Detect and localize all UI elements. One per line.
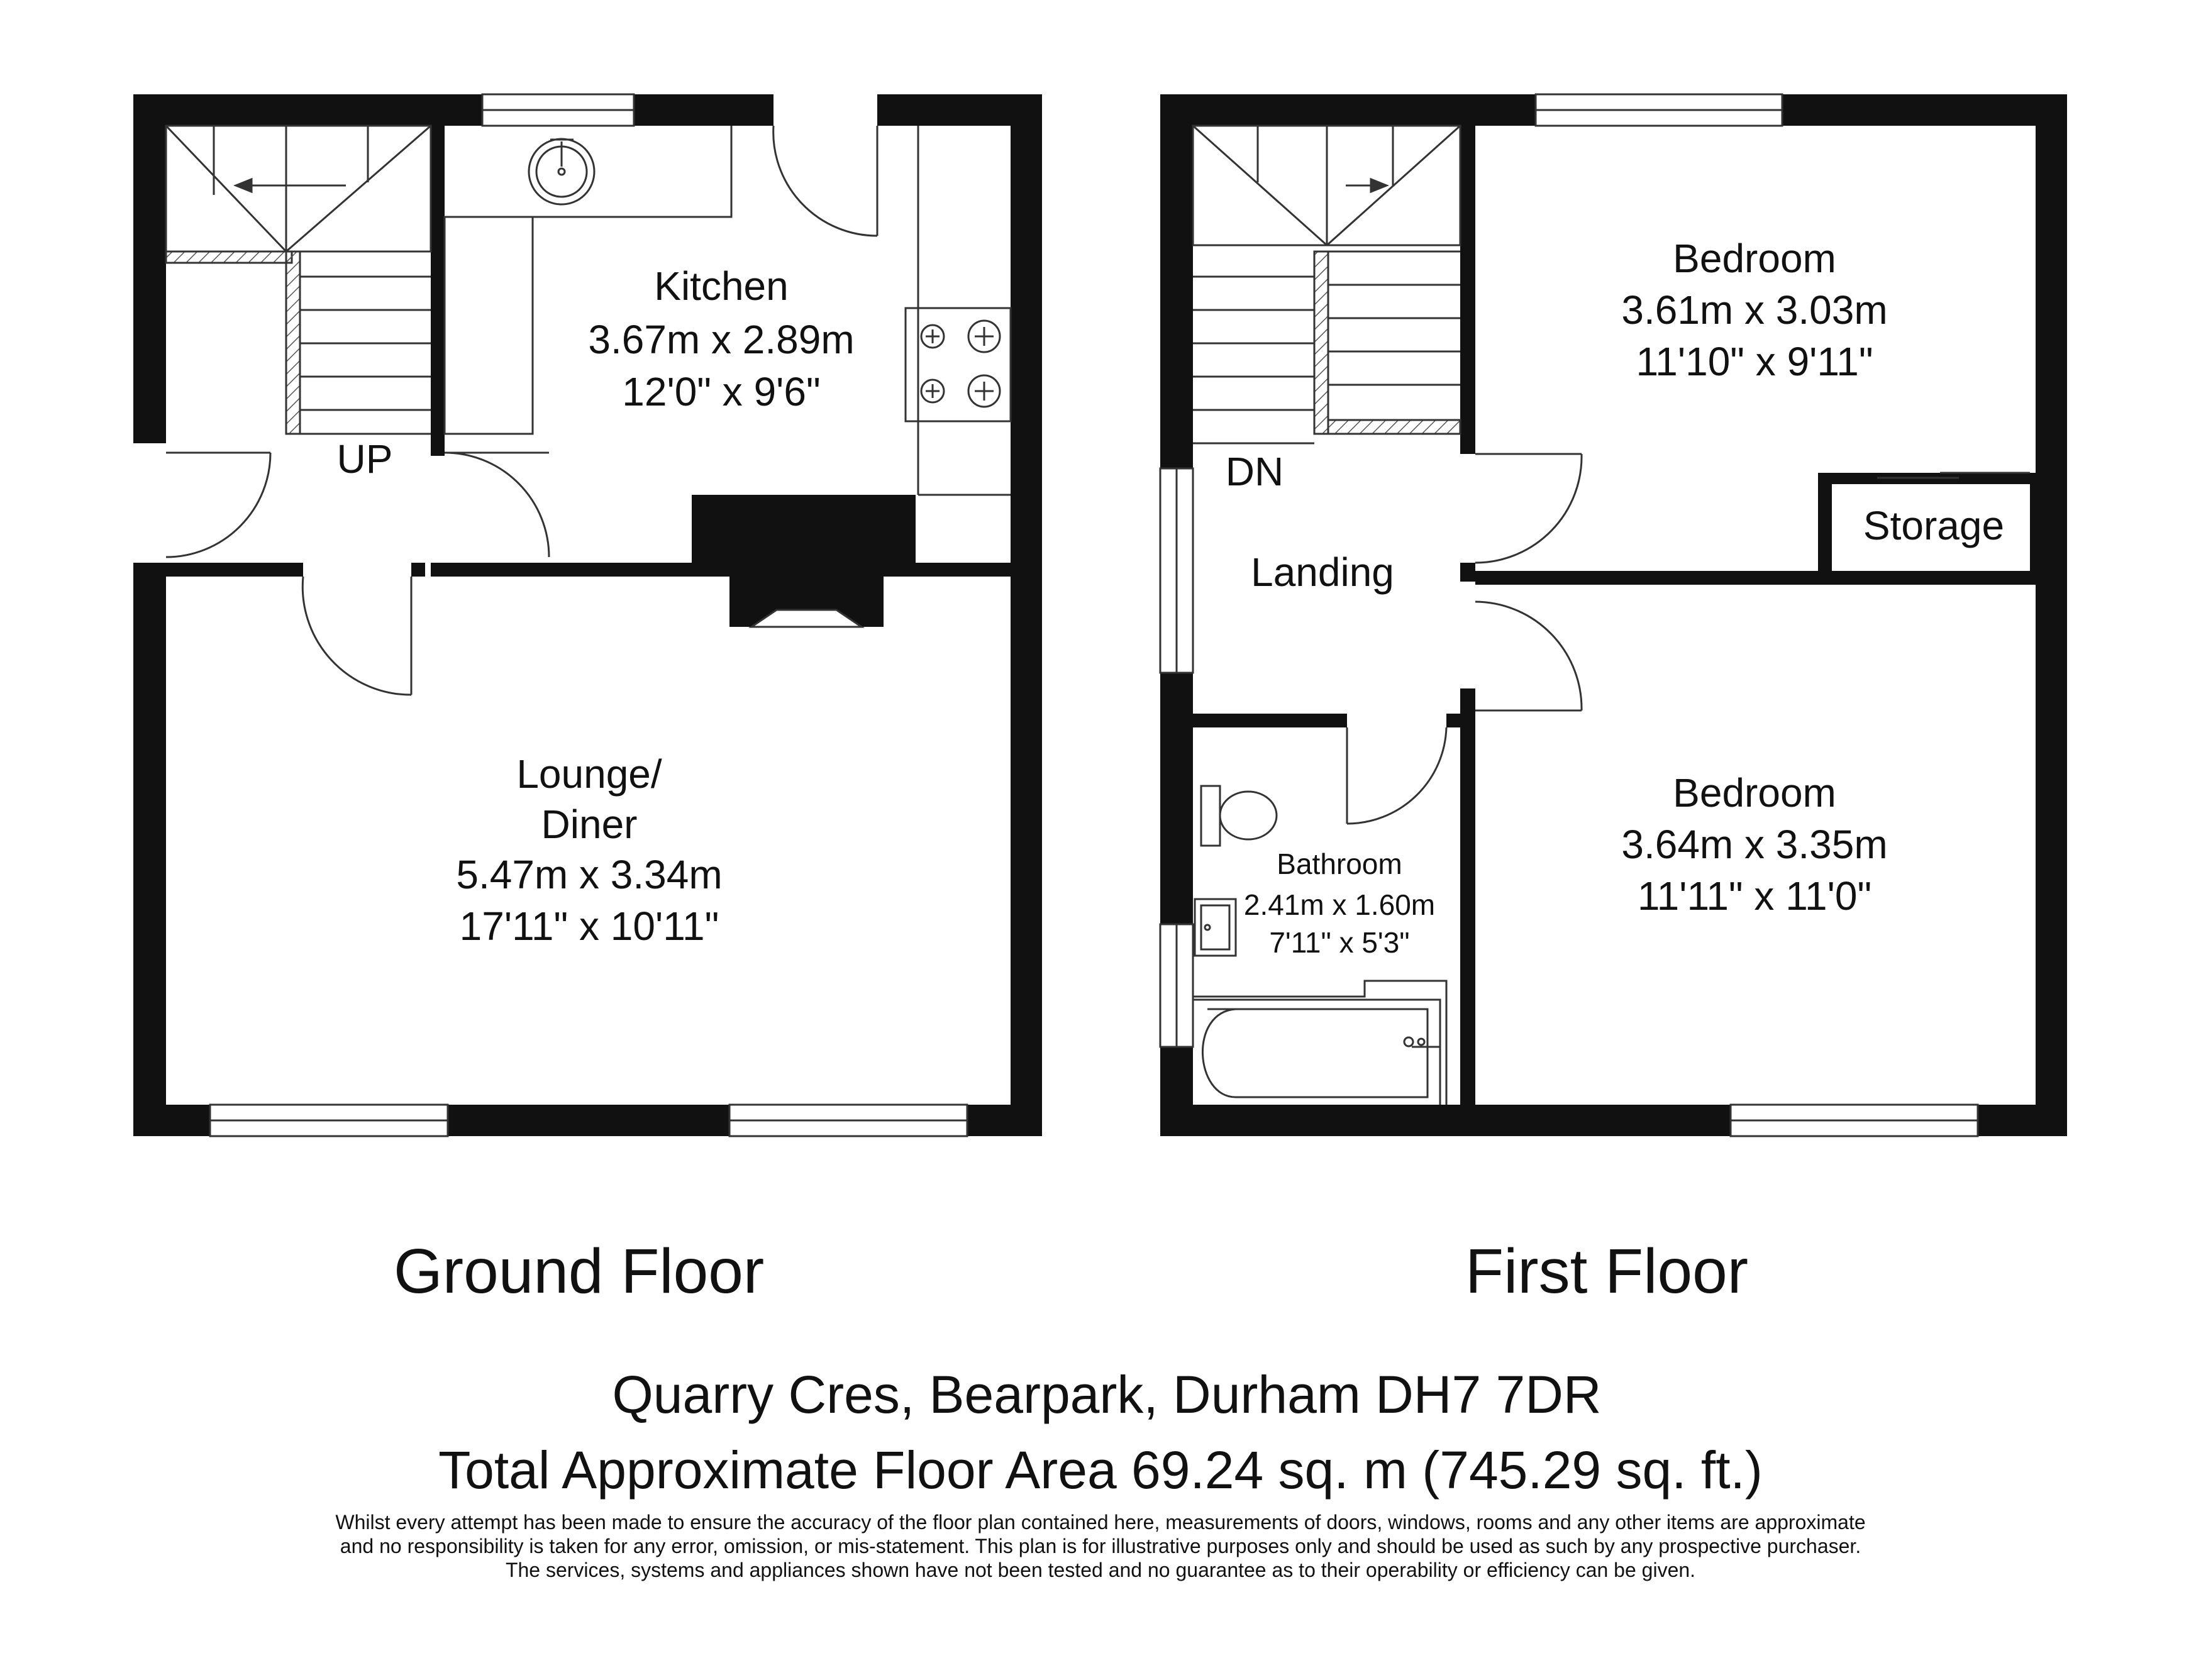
kitchen-sink-icon: [529, 139, 594, 204]
ground-floor-plan: [133, 94, 1042, 1136]
lounge-name-line2: Diner: [541, 802, 638, 847]
landing-name: Landing: [1251, 550, 1394, 595]
kitchen-name: Kitchen: [654, 263, 789, 309]
bathroom-imperial: 7'11" x 5'3": [1269, 926, 1410, 959]
bedroom2-name: Bedroom: [1673, 770, 1836, 815]
first-floor-title: First Floor: [1465, 1236, 1748, 1307]
bathroom-metric: 2.41m x 1.60m: [1243, 888, 1436, 921]
kitchen-imperial: 12'0" x 9'6": [622, 369, 821, 414]
bedroom2-metric: 3.64m x 3.35m: [1621, 822, 1888, 867]
kitchen-metric: 3.67m x 2.89m: [588, 317, 855, 362]
bedroom1-imperial: 11'10" x 9'11": [1636, 339, 1873, 384]
toilet-icon: [1201, 786, 1277, 846]
first-outer-walls: [1160, 94, 2067, 1136]
lounge-metric: 5.47m x 3.34m: [456, 852, 723, 897]
disclaimer-line-3: The services, systems and appliances shown have not been tested and no guarantee as to their operability or efficiency can be given.: [505, 1559, 1696, 1581]
total-floor-area: Total Approximate Floor Area 69.24 sq. m (745.29 sq. ft.): [438, 1440, 1763, 1500]
lounge-imperial: 17'11" x 10'11": [459, 904, 719, 949]
bedroom1-metric: 3.61m x 3.03m: [1621, 287, 1888, 333]
property-address: Quarry Cres, Bearpark, Durham DH7 7DR: [612, 1365, 1602, 1424]
kitchen-hob-icon: [906, 308, 1011, 421]
disclaimer-line-2: and no responsibility is taken for any error, omission, or mis-statement. This plan is for illustrative purposes only and should be used as such by any prospective purchaser.: [340, 1535, 1861, 1557]
first-floor-plan: [1160, 94, 2067, 1136]
ground-stairs-label: UP: [336, 436, 393, 482]
bedroom1-name: Bedroom: [1673, 236, 1836, 281]
ground-floor-title: Ground Floor: [394, 1236, 765, 1307]
kitchen-back-door: [773, 126, 877, 236]
ground-stairs: [166, 126, 431, 434]
bedroom2-imperial: 11'11" x 11'0": [1637, 873, 1872, 919]
bath-icon: [1193, 981, 1446, 1105]
first-stairs-label: DN: [1225, 449, 1284, 494]
disclaimer-line-1: Whilst every attempt has been made to ensure the accuracy of the floor plan contained here, measurements of doors, windows, rooms and any other items are approximate: [335, 1511, 1866, 1534]
bathroom-name: Bathroom: [1277, 848, 1402, 880]
ground-internal-walls: [151, 126, 1011, 627]
lounge-name-line1: Lounge/: [516, 751, 662, 797]
first-windows: [1160, 94, 1978, 1136]
basin-icon: [1195, 899, 1236, 956]
storage-name: Storage: [1863, 503, 2005, 548]
first-stairs: [1193, 126, 1460, 443]
